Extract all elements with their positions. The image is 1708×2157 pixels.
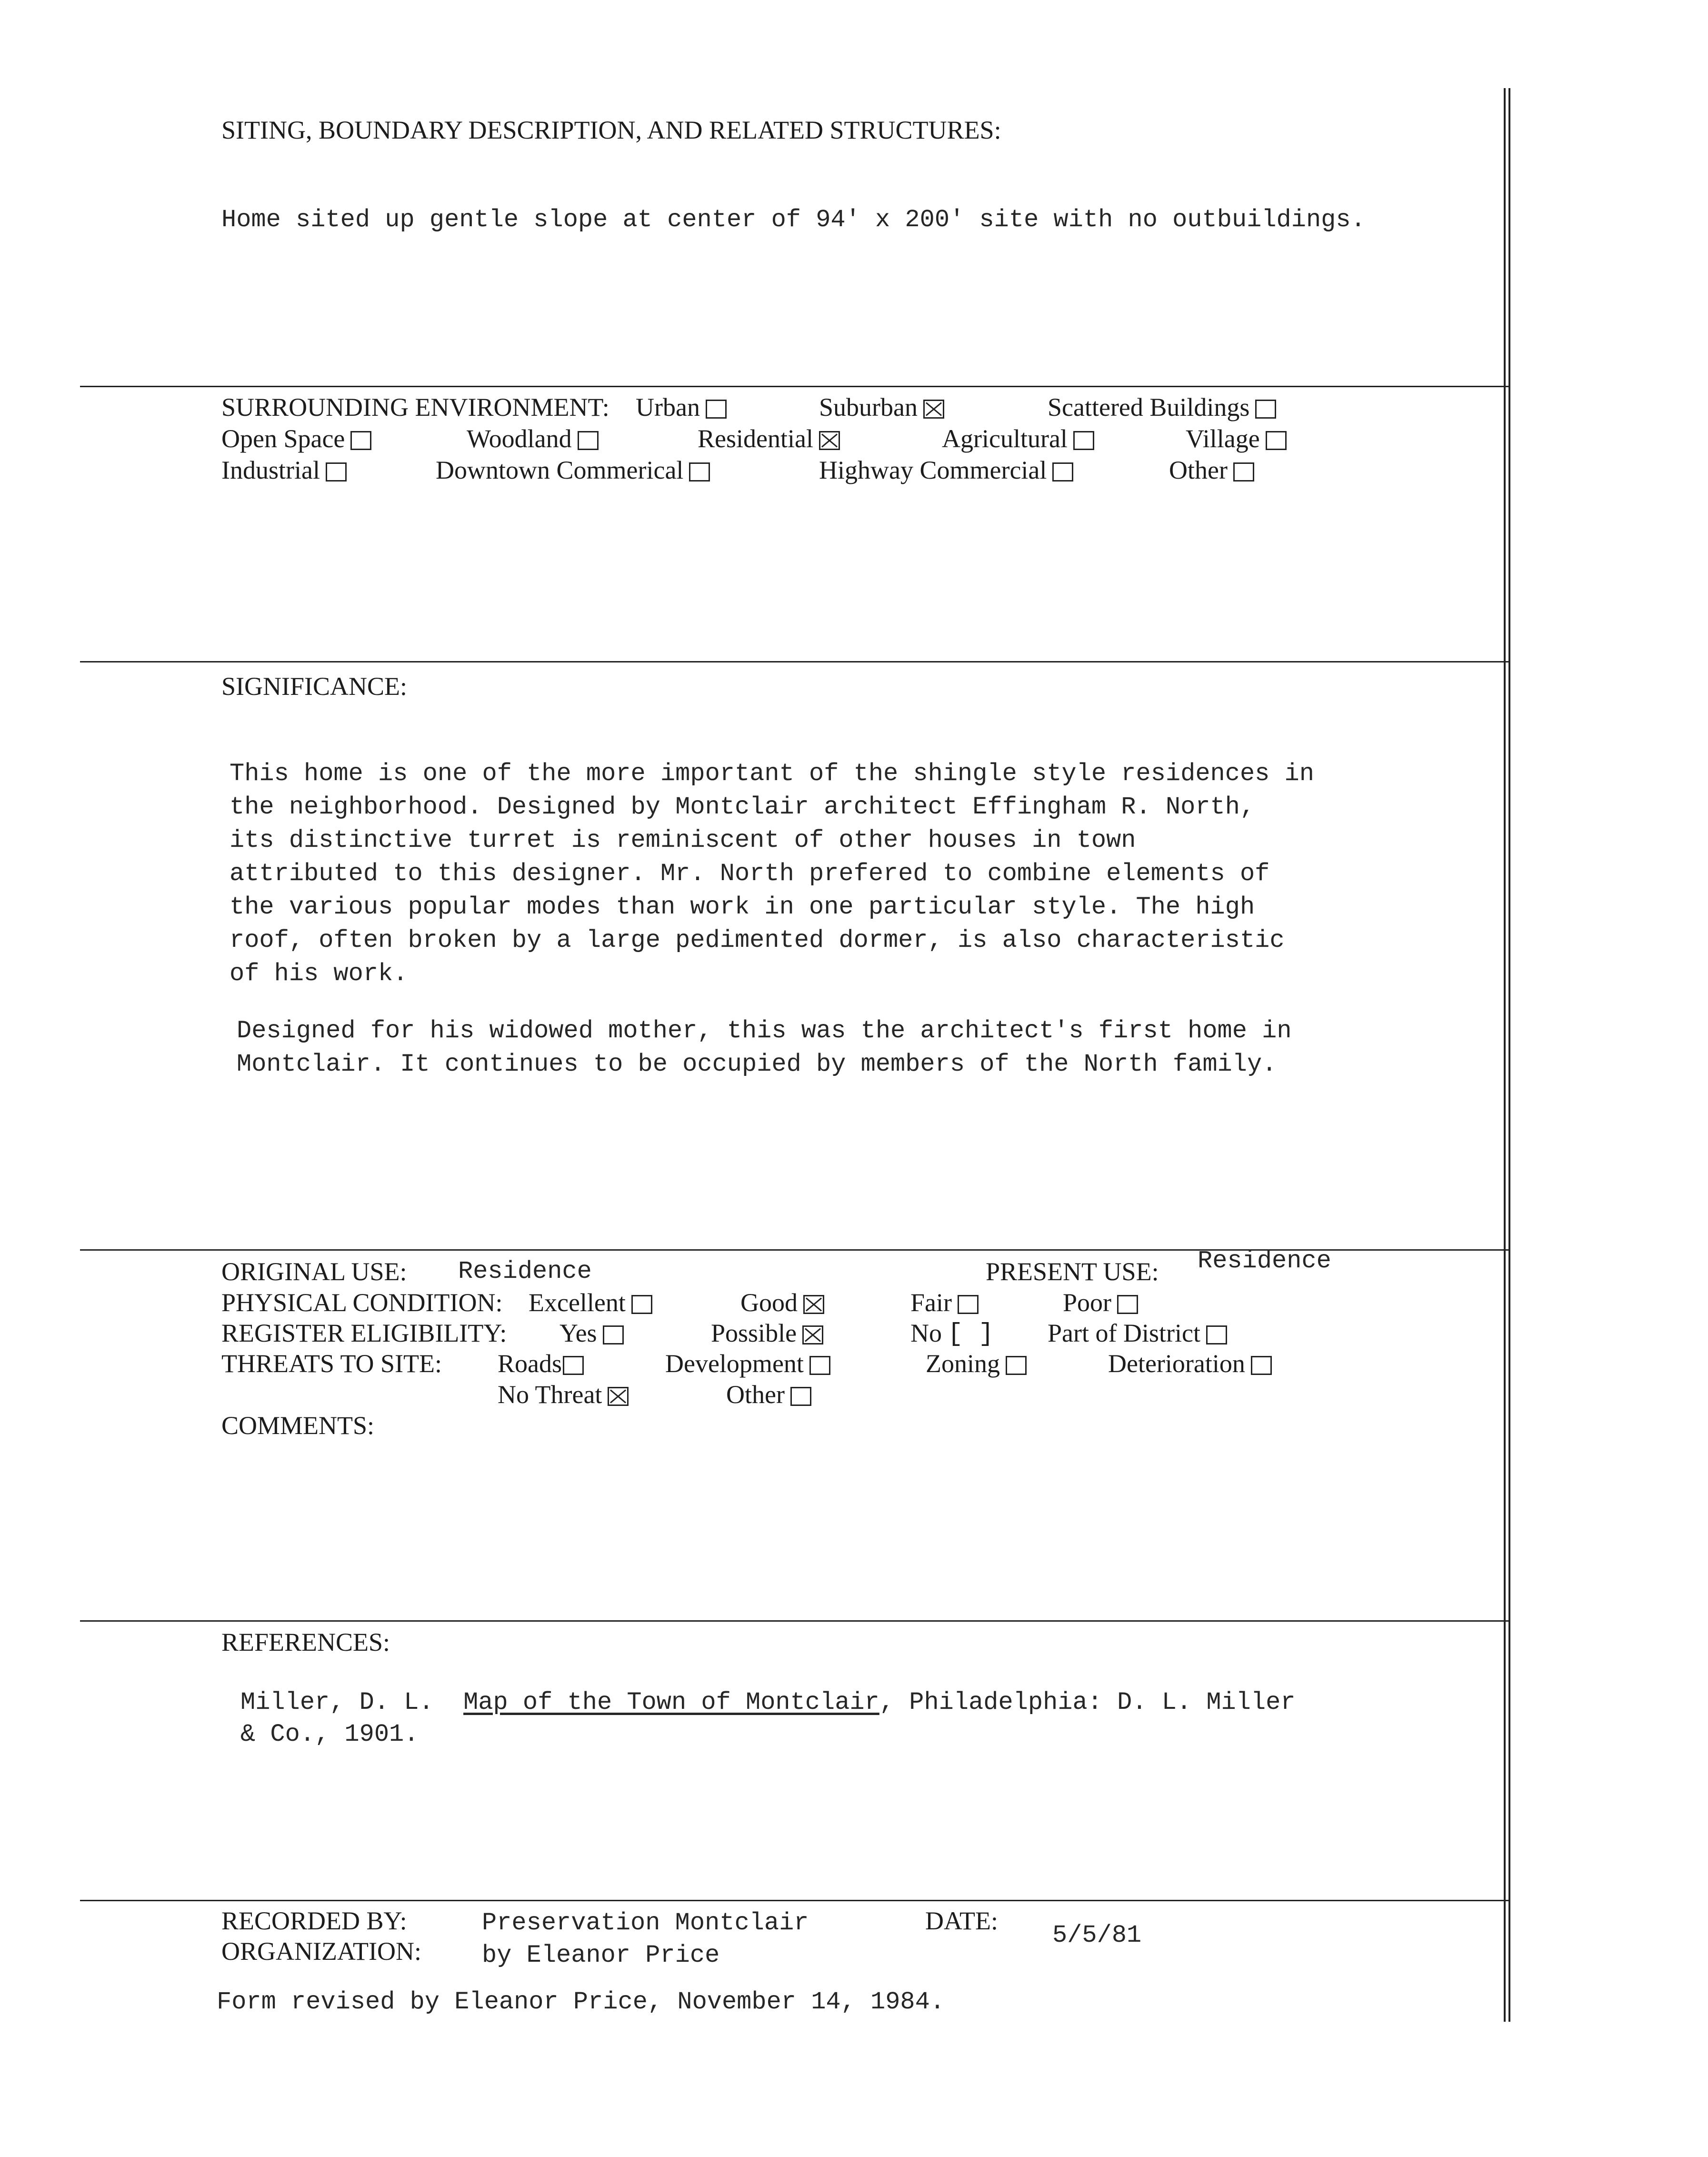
organization-label: ORGANIZATION: xyxy=(221,1937,421,1966)
recorded-by-value: by Eleanor Price xyxy=(482,1941,720,1969)
checkbox-roads[interactable] xyxy=(563,1356,584,1375)
revision-note: Form revised by Eleanor Price, November 14, 1984. xyxy=(217,1988,945,2016)
checkbox-agricultural[interactable] xyxy=(1073,431,1094,450)
date-value: 5/5/81 xyxy=(1052,1921,1142,1949)
option-scattered[interactable]: Scattered Buildings xyxy=(1048,391,1276,423)
checkbox-excellent[interactable] xyxy=(631,1295,652,1314)
option-industrial[interactable]: Industrial xyxy=(221,454,347,486)
significance-paragraph-1: This home is one of the more important of the shingle style residences in the neighborhood. Designed by Montclair architect Effingham R. North, its distinctive turret is reminiscent of other houses in town attributed to this designer. Mr. North prefered to combine elements of the various popular modes than work in one particular style. The high roof, often broken by a large pedimented dormer, is also characteristic of his work. xyxy=(230,760,1314,988)
siting-text: Home sited up gentle slope at center of 94' x 200' site with no outbuildings. xyxy=(221,206,1366,234)
checkbox-yes[interactable] xyxy=(603,1325,624,1344)
checkbox-urban[interactable] xyxy=(706,400,727,419)
reference-entry-line2: & Co., 1901. xyxy=(240,1720,419,1748)
option-downtown[interactable]: Downtown Commerical xyxy=(436,454,710,486)
option-yes[interactable]: Yes xyxy=(559,1317,624,1349)
divider xyxy=(80,1620,1508,1622)
option-village[interactable]: Village xyxy=(1186,423,1287,454)
checkbox-district[interactable] xyxy=(1206,1325,1227,1344)
margin-rule xyxy=(1504,88,1506,2022)
original-use-label: ORIGINAL USE: xyxy=(221,1257,407,1286)
checkbox-good[interactable] xyxy=(803,1295,824,1314)
reference-title: Map of the Town of Montclair xyxy=(463,1688,879,1716)
recorded-by-label: RECORDED BY: xyxy=(221,1906,407,1935)
option-no-threat[interactable]: No Threat xyxy=(498,1379,629,1410)
divider xyxy=(80,661,1508,662)
option-possible[interactable]: Possible xyxy=(711,1317,823,1349)
checkbox-deterioration[interactable] xyxy=(1251,1356,1272,1375)
condition-label: PHYSICAL CONDITION: xyxy=(221,1288,503,1317)
checkbox-industrial[interactable] xyxy=(326,462,347,482)
checkbox-no-threat[interactable] xyxy=(608,1387,629,1406)
option-deterioration[interactable]: Deterioration xyxy=(1108,1348,1272,1379)
present-use-value: Residence xyxy=(1198,1247,1331,1275)
option-fair[interactable]: Fair xyxy=(910,1287,979,1318)
date-label: DATE: xyxy=(925,1906,998,1935)
option-poor[interactable]: Poor xyxy=(1063,1287,1138,1318)
checkbox-village[interactable] xyxy=(1266,431,1287,450)
reference-entry: Miller, D. L. Map of the Town of Montclair, Philadelphia: D. L. Miller xyxy=(240,1688,1296,1716)
threats-label: THREATS TO SITE: xyxy=(221,1349,442,1378)
option-no[interactable]: No[ ] xyxy=(910,1317,972,1349)
option-development[interactable]: Development xyxy=(665,1348,830,1379)
option-urban[interactable]: Urban xyxy=(636,391,727,423)
checkbox-fair[interactable] xyxy=(958,1295,979,1314)
significance-paragraph-2: Designed for his widowed mother, this was the architect's first home in Montclair. It continues to be occupied by members of the North family. xyxy=(237,1017,1292,1078)
option-zoning[interactable]: Zoning xyxy=(926,1348,1027,1379)
option-highway[interactable]: Highway Commercial xyxy=(819,454,1073,486)
original-use-value: Residence xyxy=(458,1257,592,1285)
present-use-label: PRESENT USE: xyxy=(986,1257,1159,1286)
comments-label: COMMENTS: xyxy=(221,1411,375,1440)
option-agricultural[interactable]: Agricultural xyxy=(942,423,1094,454)
option-district[interactable]: Part of District xyxy=(1048,1317,1227,1349)
environment-heading: SURROUNDING ENVIRONMENT: xyxy=(221,393,609,421)
checkbox-suburban[interactable] xyxy=(923,400,944,419)
checkbox-residential[interactable] xyxy=(819,431,840,450)
checkbox-threat-other[interactable] xyxy=(790,1387,811,1406)
option-other[interactable]: Other xyxy=(1169,454,1254,486)
checkbox-open-space[interactable] xyxy=(350,431,371,450)
checkbox-poor[interactable] xyxy=(1117,1295,1138,1314)
option-residential[interactable]: Residential xyxy=(698,423,840,454)
checkbox-zoning[interactable] xyxy=(1006,1356,1027,1375)
option-woodland[interactable]: Woodland xyxy=(467,423,599,454)
significance-heading: SIGNIFICANCE: xyxy=(221,672,408,701)
divider xyxy=(80,1900,1508,1901)
checkbox-development[interactable] xyxy=(809,1356,830,1375)
checkbox-woodland[interactable] xyxy=(578,431,599,450)
eligibility-label: REGISTER ELIGIBILITY: xyxy=(221,1319,507,1347)
margin-rule xyxy=(1508,88,1510,2022)
option-good[interactable]: Good xyxy=(740,1287,824,1318)
siting-heading: SITING, BOUNDARY DESCRIPTION, AND RELATED STRUCTURES: xyxy=(221,116,1001,144)
option-suburban[interactable]: Suburban xyxy=(819,391,944,423)
references-heading: REFERENCES: xyxy=(221,1628,390,1656)
option-threat-other[interactable]: Other xyxy=(726,1379,811,1410)
checkbox-no[interactable] xyxy=(948,1325,972,1344)
divider xyxy=(80,386,1508,387)
checkbox-other[interactable] xyxy=(1233,462,1254,482)
organization-value: Preservation Montclair xyxy=(482,1909,809,1937)
option-excellent[interactable]: Excellent xyxy=(529,1287,652,1318)
checkbox-possible[interactable] xyxy=(802,1325,823,1344)
checkbox-downtown[interactable] xyxy=(689,462,710,482)
option-roads[interactable]: Roads xyxy=(498,1348,584,1379)
option-open-space[interactable]: Open Space xyxy=(221,423,371,454)
checkbox-highway[interactable] xyxy=(1052,462,1073,482)
checkbox-scattered[interactable] xyxy=(1255,400,1276,419)
